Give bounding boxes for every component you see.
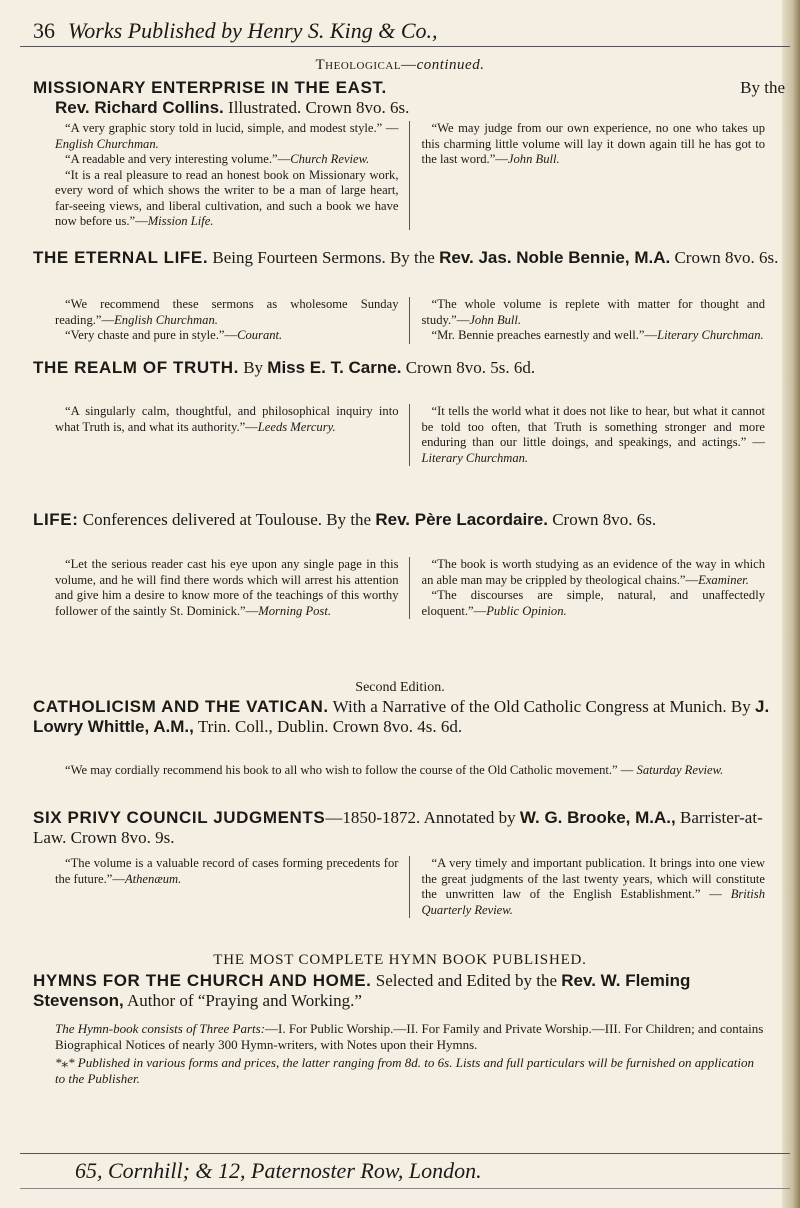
entry-details: —1850-1872. Annotated by bbox=[325, 808, 520, 827]
review-quote: “The discourses are simple, natural, and unaffectedly eloquent.”—Public Opinion. bbox=[421, 588, 765, 618]
entry-details: Illustrated. Crown 8vo. 6s. bbox=[228, 98, 410, 117]
entry-details: Selected and Edited by the bbox=[371, 971, 562, 990]
page-number: 36 bbox=[33, 18, 55, 43]
section-name: Theological— bbox=[315, 57, 417, 73]
entry-realm-of-truth bbox=[33, 358, 785, 378]
review-quote: “We may cordially recommend his book to all who wish to follow the course of the Old Catholic movement.” — Saturday Review. bbox=[65, 763, 724, 777]
entry-title: THE REALM OF TRUTH. bbox=[33, 358, 239, 377]
entry-author: Miss E. T. Carne. bbox=[267, 358, 402, 377]
reviews-missionary-enterprise bbox=[55, 121, 765, 230]
entry-title: MISSIONARY ENTERPRISE IN THE EAST. bbox=[33, 78, 387, 97]
entry-details-2: Author of “Praying and Working.” bbox=[123, 991, 362, 1010]
entry-author: W. G. Brooke, M.A., bbox=[519, 808, 676, 827]
entry-details-2: Trin. Coll., Dublin. Crown 8vo. 4s. 6d. bbox=[193, 717, 463, 736]
hymn-pricing: *⁎* Published in various forms and prices, the latter ranging from 8d. to 6s. Lists and full particulars will be furnished on application to the Publisher. bbox=[55, 1055, 755, 1086]
entry-title: THE ETERNAL LIFE. bbox=[33, 248, 209, 267]
footer-rule bbox=[20, 1153, 790, 1154]
review-quote: “A readable and very interesting volume.”—Church Review. bbox=[65, 152, 370, 166]
entry-details-2: Crown 8vo. 6s. bbox=[547, 510, 657, 529]
entry-title: LIFE: bbox=[33, 510, 79, 529]
review-quote: “We recommend these sermons as wholesome Sunday reading.”—English Churchman. bbox=[55, 297, 399, 327]
entry-details: Crown 8vo. 5s. 6d. bbox=[401, 358, 536, 377]
entry-details: Conferences delivered at Toulouse. By the bbox=[78, 510, 376, 529]
reviews-life-conferences bbox=[55, 557, 765, 619]
entry-title: HYMNS FOR THE CHURCH AND HOME. bbox=[33, 971, 372, 990]
entry-author: Rev. Jas. Noble Bennie, M.A. bbox=[439, 248, 671, 267]
hymn-contents: The Hymn-book consists of Three Parts:—I. For Public Worship.—II. For Family and Private Worship.—III. For Children; and contains Biographical Notices of nearly 300 Hymn-writers, with Notes upon their Hymns. bbox=[55, 1021, 764, 1052]
review-quote: “A very graphic story told in lucid, simple, and modest style.” — English Churchman. bbox=[55, 121, 399, 151]
hymn-banner: THE MOST COMPLETE HYMN BOOK PUBLISHED. bbox=[213, 952, 587, 968]
entry-title: CATHOLICISM AND THE VATICAN. bbox=[33, 697, 329, 716]
reviews-catholicism-vatican bbox=[55, 763, 765, 779]
running-title: Works Published by Henry S. King & Co., bbox=[68, 18, 438, 43]
hymns-notes bbox=[55, 1021, 765, 1087]
section-continued: continued. bbox=[416, 57, 485, 73]
review-quote: “The book is worth studying as an evidence of the way in which an able man may be crippled by theological chains.”—Examiner. bbox=[421, 557, 765, 587]
entry-life-conferences bbox=[33, 510, 785, 530]
reviews-privy-council bbox=[55, 856, 765, 918]
entry-author: Rev. Richard Collins. bbox=[55, 98, 224, 117]
entry-title: SIX PRIVY COUNCIL JUDGMENTS bbox=[33, 808, 326, 827]
review-quote: “The whole volume is replete with matter for thought and study.”—John Bull. bbox=[421, 297, 765, 327]
entry-privy-council bbox=[33, 808, 785, 848]
entry-eternal-life bbox=[33, 248, 785, 268]
section-heading bbox=[0, 57, 800, 74]
review-quote: “Let the serious reader cast his eye upon any single page in this volume, and he will find there words which will arrest his attention and give him a desire to know more of the teachings of this worthy follower of the saintly St. Dominick.”—Morning Post. bbox=[55, 557, 399, 618]
author-prefix: By the bbox=[740, 78, 785, 97]
bottom-rule bbox=[20, 1188, 790, 1189]
review-quote: “We may judge from our own experience, no one who takes up this charming little volume will lay it down again till he has got to the last word.”—John Bull. bbox=[421, 121, 765, 166]
entry-author: Rev. W. Fleming Stevenson, bbox=[33, 971, 691, 1010]
review-quote: “It tells the world what it does not like to hear, but what it cannot be told too often, that Truth is something stronger and more enduring than our little doings, and speakings, and actings.” — Literary Churchman. bbox=[421, 404, 765, 465]
edition-label: Second Edition. bbox=[355, 680, 445, 695]
entry-hymns bbox=[33, 971, 785, 1011]
review-quote: “A very timely and important publication. It brings into one view the great judgments of the last twenty years, which will constitute the unwritten law of the English Establishment.” — British Quarterly Review. bbox=[421, 856, 765, 917]
review-quote: “A singularly calm, thoughtful, and philosophical inquiry into what Truth is, and what its authority.”—Leeds Mercury. bbox=[55, 404, 399, 434]
reviews-realm-of-truth bbox=[55, 404, 765, 466]
header-rule bbox=[20, 46, 790, 47]
entry-author: J. Lowry Whittle, A.M., bbox=[33, 697, 770, 736]
reviews-eternal-life bbox=[55, 297, 765, 344]
entry-catholicism-vatican bbox=[33, 697, 785, 737]
review-quote: “Very chaste and pure in style.”—Courant. bbox=[65, 328, 283, 342]
entry-author: Rev. Père Lacordaire. bbox=[375, 510, 548, 529]
review-quote: “It is a real pleasure to read an honest book on Missionary work, every word of which shows the writer to be a man of large heart, far-seeing views, and liberal cultivation, and such a book we have now before us.”—Mission Life. bbox=[55, 167, 399, 228]
page-edge bbox=[782, 0, 800, 1208]
entry-details: Being Fourteen Sermons. By the bbox=[208, 248, 440, 267]
review-quote: “Mr. Bennie preaches earnestly and well.”—Literary Churchman. bbox=[431, 328, 764, 342]
entry-details-2: Barrister-at-Law. Crown 8vo. 9s. bbox=[33, 808, 763, 847]
publisher-address: 65, Cornhill; & 12, Paternoster Row, London. bbox=[75, 1158, 482, 1183]
entry-missionary-enterprise bbox=[33, 78, 785, 118]
entry-by: By bbox=[238, 358, 268, 377]
entry-details: With a Narrative of the Old Catholic Congress at Munich. By bbox=[328, 697, 755, 716]
review-quote: “The volume is a valuable record of cases forming precedents for the future.”—Athenæum. bbox=[55, 856, 399, 886]
entry-details-2: Crown 8vo. 6s. bbox=[670, 248, 779, 267]
